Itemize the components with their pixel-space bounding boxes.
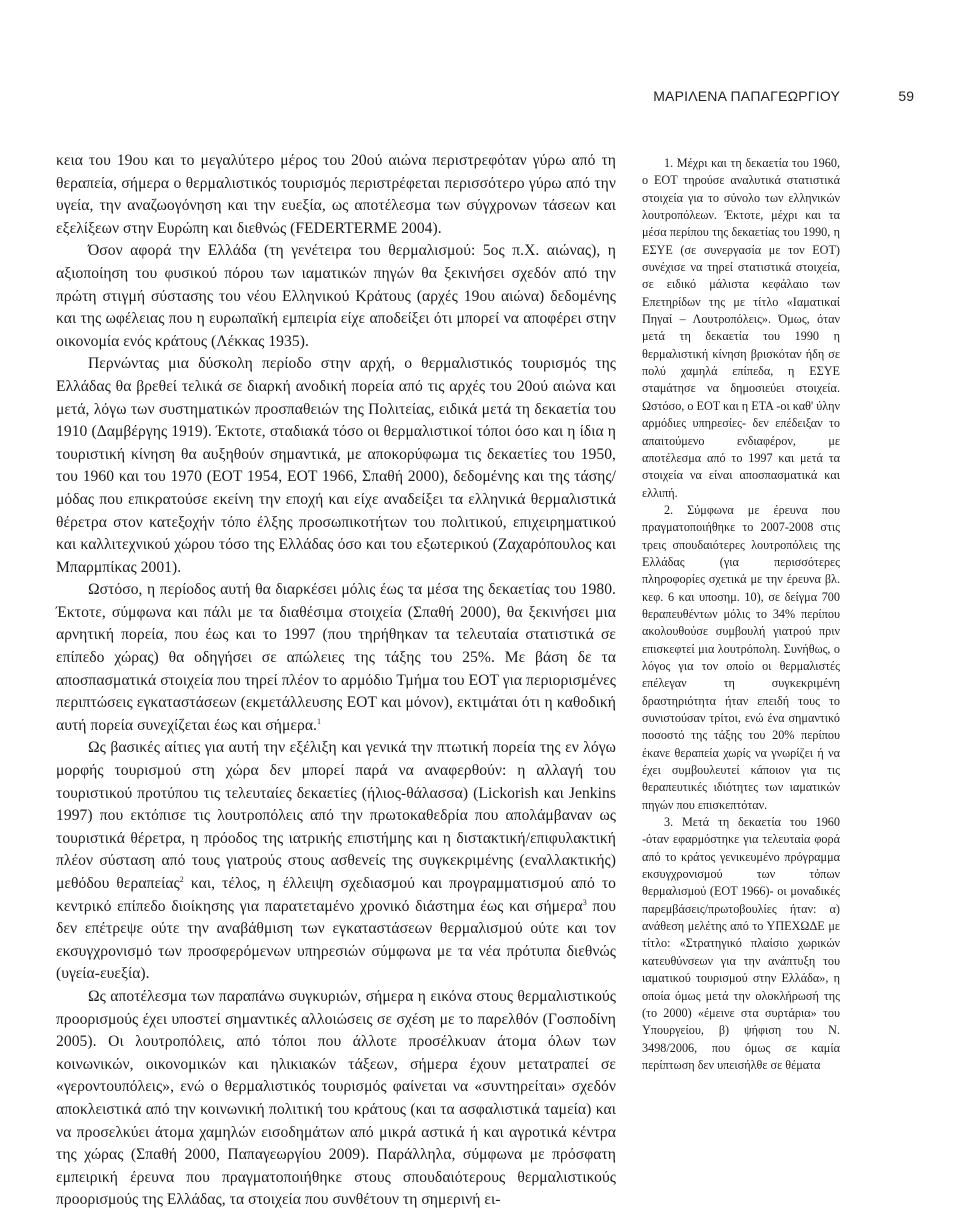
footnote-ref-2[interactable]: 2	[179, 874, 184, 884]
page-header	[0, 86, 960, 110]
body-paragraph: Όσον αφορά την Ελλάδα (τη γενέτειρα του θερμαλισμού: 5ος π.Χ. αιώνας), η αξιοποίηση του φυσικού πόρου των ιαματικών πηγών θα ξεκινήσει σχεδόν από την πρώτη στιγμή σύστασης του νέου Ελληνικού Κράτους (αρχές 19ου αιώνα) δεδομένης και της ωφέλειας που η ευρωπαϊκή εμπειρία είχε αποδείξει ότι μπορεί να αποφέρει στην οικονομία ενός κράτους (Λέκκας 1935).	[56, 242, 616, 350]
body-paragraph: Ωστόσο, η περίοδος αυτή θα διαρκέσει μόλις έως τα μέσα της δεκαετίας του 1980. Έκτοτε, σύμφωνα και πάλι με τα διαθέσιμα στοιχεία (Σπαθή 2000), θα ξεκινήσει μια αρνητική πορεία, που έως και το 1997 (που τηρήθηκαν τα τελευταία στατιστικά σε επίπεδο χώρας) θα οδηγήσει σε απώλειες της τάξης του 25%. Με βάση δε τα αποσπασματικά στοιχεία που τηρεί πλέον το αρμόδιο Τμήμα του ΕΟΤ για περιορισμένες περιπτώσεις εγκαταστάσεων (εκμετάλλευσης ΕΟΤ και μόνον), εκτιμάται ότι η καθοδική αυτή πορεία συνεχίζεται έως και σήμερα.$^1$	[56, 581, 616, 734]
footnotes-column	[642, 155, 840, 1074]
footnote-ref-3[interactable]: 3	[582, 897, 587, 907]
main-text-column	[56, 150, 616, 1212]
footnote-ref-1[interactable]: 1	[317, 716, 322, 726]
body-paragraph: Ως αποτέλεσμα των παραπάνω συγκυριών, σήμερα η εικόνα στους θερμαλιστικούς προορισμούς έχει υποστεί σημαντικές αλλοιώσεις σε σχέση με το παρελθόν (Γοσποδίνη 2005). Οι λουτροπόλεις, από τόποι που άλλοτε προσέλκυαν άτομα όλων των κοινωνικών, οικονομικών και ηλικιακών τάξεων, σήμερα έχουν μετατραπεί σε «γεροντουπόλεις», ενώ ο θερμαλιστικός τουρισμός φαίνεται να «συντηρείται» σχεδόν αποκλειστικά από την κοινωνική πολιτική του κράτους (και τα ασφαλιστικά ταμεία) και να προσελκύει άτομα χαμηλών εισοδημάτων από μικρά αστικά ή και αγροτικά κέντρα της χώρας (Σπαθή 2000, Παπαγεωργίου 2009). Παράλληλα, σύμφωνα με πρόσφατη εμπειρική έρευνα που πραγματοποιήθηκε στους σπουδαιότερους θερμαλιστικούς προορισμούς της Ελλάδας, τα στοιχεία που συνθέτουν τη σημερινή ει-	[56, 987, 616, 1209]
page-number: 59	[898, 88, 914, 104]
footnote-1: 1. Μέχρι και τη δεκαετία του 1960, ο ΕΟΤ τηρούσε αναλυτικά στατιστικά στοιχεία για το σύνολο των ελληνικών λουτροπόλεων. Έκτοτε, μέχρι και τα μέσα περίπου της δεκαετίας του 1990, η ΕΣΥΕ (σε συνεργασία με τον ΕΟΤ) συνέχισε να τηρεί στατιστικά στοιχεία, σε ειδικό μάλιστα κεφάλαιο των Επετηρίδων της με τίτλο «Ιαματικαί Πηγαί – Λουτροπόλεις». Όμως, όταν μετά τη δεκαετία του 1990 η θερμαλιστική κίνηση βρισκόταν ήδη σε πολύ χαμηλά επίπεδα, η ΕΣΥΕ σταμάτησε να δημοσιεύει στοιχεία. Ωστόσο, ο ΕΟΤ και η ΕΤΑ -οι καθ' ύλην αρμόδιες υπηρεσίες- δεν επέδειξαν το απαιτούμενο ενδιαφέρον, με αποτέλεσμα από το 1997 και μετά τα στοιχεία να είναι αποσπασματικά και ελλιπή.	[642, 156, 840, 500]
footnote-2: 2. Σύμφωνα με έρευνα που πραγματοποιήθηκε το 2007-2008 στις τρεις σπουδαιότερες λουτροπόλεις της Ελλάδας (για περισσότερες πληροφορίες σχετικά με την έρευνα βλ. κεφ. 6 και υποσημ. 10), σε δείγμα 700 θεραπευθέντων μόλις το 34% περίπου ακολουθούσε συμβουλή γιατρού πριν επισκεφτεί μια λουτρόπολη. Συνήθως, ο λόγος για τον οποίο οι θερμαλιστές επέλεγαν τη συγκεκριμένη δραστηριότητα ήταν επειδή τους το συνιστούσαν τρίτοι, ενώ ένα σημαντικό ποσοστό της τάξης του 20% περίπου έκανε θεραπεία χωρίς να γνωρίζει ή να έχει συμβουλευτεί κάποιον για τις θεραπευτικές ιδιότητες των ιαματικών πηγών που επισκεπτόταν.	[642, 502, 840, 812]
body-paragraph: κεια του 19ου και το μεγαλύτερο μέρος του 20ού αιώνα περιστρεφόταν γύρω από τη θεραπεία, σήμερα ο θερμαλιστικός τουρισμός περιστρέφεται περισσότερο γύρω από την υγεία, την αναζωογόνηση και την ευεξία, ως αποτέλεσμα των σύγχρονων τάσεων και εξελίξεων στην Ευρώπη και διεθνώς (FEDERTERME 2004).	[56, 152, 616, 237]
running-head-author: ΜΑΡΙΛΕΝΑ ΠΑΠΑΓΕΩΡΓΙΟΥ	[653, 88, 840, 104]
body-paragraph: Ως βασικές αίτιες για αυτή την εξέλιξη και γενικά την πτωτική πορεία της εν λόγω μορφής τουρισμού στη χώρα δεν μπορεί παρά να αναφερθούν: η αλλαγή του τουριστικού προτύπου τις τελευταίες δεκαετίες (ήλιος-θάλασσα) (Lickorish και Jenkins 1997) που εκτόπισε τις λουτροπόλεις από την πρωτοκαθεδρία που απολάμβαναν ως τουριστικά θέρετρα, η πρόοδος της ιατρικής επιστήμης και η διστακτική/επιφυλακτική πλέον σύσταση από τους γιατρούς στους ασθενείς της συγκεκριμένης (εναλλακτικής) μεθόδου θεραπείας$^2$ και, τέλος, η έλλειψη σχεδιασμού και προγραμματισμού από το κεντρικό επίπεδο διοίκησης για παρατεταμένο χρονικό διάστημα έως και σήμερα$^3$ που δεν επέτρεψε ούτε την αναβάθμιση των εγκαταστάσεων θερμαλισμού ούτε και τον εκσυγχρονισμό των προσφερόμενων υπηρεσιών σύμφωνα με τα νέα πρότυπα διεθνώς (υγεία-ευεξία).	[56, 739, 616, 983]
footnote-3: 3. Μετά τη δεκαετία του 1960 -όταν εφαρμόστηκε για τελευταία φορά από το κράτος γενικευμένο πρόγραμμα εκσυγχρονισμού των τόπων θερμαλισμού (ΕΟΤ 1966)- οι μοναδικές παρεμβάσεις/πρωτοβουλίες ήταν: α) ανάθεση μελέτης από το ΥΠΕΧΩΔΕ με τίτλο: «Στρατηγικό πλαίσιο χωρικών κατευθύνσεων για την ανάπτυξη του ιαματικού τουρισμού στην Ελλάδα», η οποία όμως μετά την ολοκλήρωσή της (το 2000) «έμεινε στα συρτάρια» του Υπουργείου, β) ψήφιση του Ν. 3498/2006, που όμως σε καμία περίπτωση δεν υπεισήλθε σε θέματα	[642, 815, 840, 1072]
body-paragraph: Περνώντας μια δύσκολη περίοδο στην αρχή, ο θερμαλιστικός τουρισμός της Ελλάδας θα βρεθεί τελικά σε διαρκή ανοδική πορεία από τις αρχές του 20ού αιώνα και μετά, λόγω των συστηματικών προσπαθειών της Πολιτείας, ειδικά μετά τη δεκαετία του 1910 (Δαμβέργης 1919). Έκτοτε, σταδιακά τόσο οι θερμαλιστικοί τόποι όσο και η ίδια η τουριστική κίνηση θα αυξηθούν σημαντικά, με αποκορύφωμα τις δεκαετίες του 1950, του 1960 και του 1970 (ΕΟΤ 1954, ΕΟΤ 1966, Σπαθή 2000), δεδομένης και της τάσης/μόδας που επικρατούσε εκείνη την εποχή και είχε αναδείξει τα ελληνικά θερμαλιστικά θέρετρα στον κατεξοχήν τόπο έλξης προσωπικοτήτων του πολιτικού, επιχειρηματικού και καλλιτεχνικού χώρου τόσο της Ελλάδας όσο και του εξωτερικού (Ζαχαρόπουλος και Μπαρμπίκας 2001).	[56, 355, 616, 576]
